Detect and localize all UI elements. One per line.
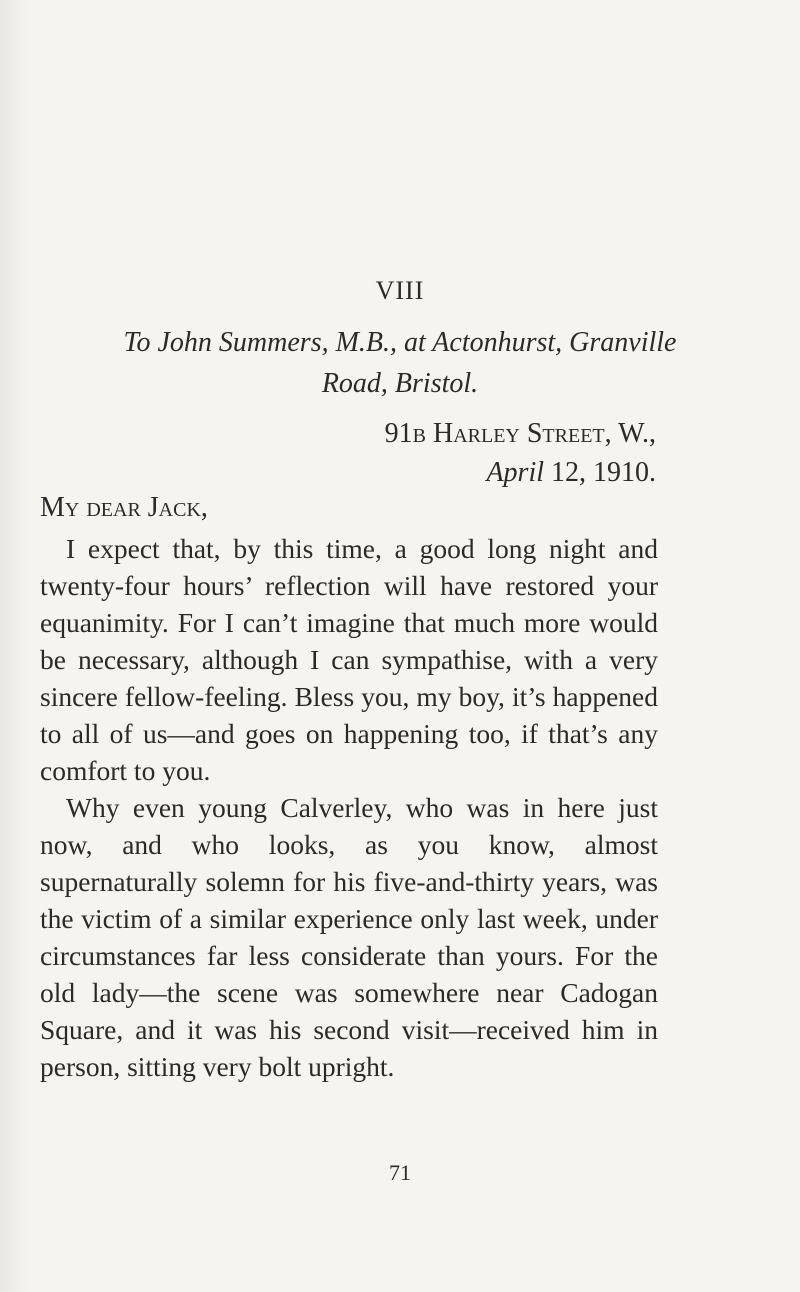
- sender-address: [0, 414, 656, 492]
- letter-date-month: April: [486, 457, 544, 488]
- letter-date: [0, 453, 656, 492]
- letter-body: [40, 530, 658, 1085]
- sender-street: 91b Harley Street, W.,: [384, 418, 656, 449]
- salutation: My dear Jack,: [40, 492, 208, 523]
- addressee-line-1: To John Summers, M.B., at Actonhurst, Granville: [123, 327, 677, 358]
- addressee-line-2: Road, Bristol.: [321, 368, 479, 399]
- paragraph: I expect that, by this time, a good long night and twenty-four hours’ reflection will have restored your equanimity. For I can’t imagine that much more would be necessary, although I can sympathise, with a very sincere fellow-feeling. Bless you, my boy, it’s happened to all of us—and goes on happening too, if that’s any comfort to you.: [40, 533, 658, 786]
- paragraph: Why even young Calverley, who was in here just now, and who looks, as you know, almost supernaturally solemn for his five-and-thirty years, was the victim of a similar experience only last week, under circumstances far less considerate than yours. For the old lady—the scene was somewhere near Cadogan Square, and it was his second visit—received him in person, sitting very bolt upright.: [40, 792, 658, 1082]
- chapter-heading: VIII: [375, 276, 425, 305]
- letter-date-rest: 12, 1910.: [544, 457, 656, 488]
- page-number: 71: [389, 1160, 411, 1185]
- gutter-shadow: [0, 0, 30, 1292]
- letter-addressee: [40, 322, 760, 404]
